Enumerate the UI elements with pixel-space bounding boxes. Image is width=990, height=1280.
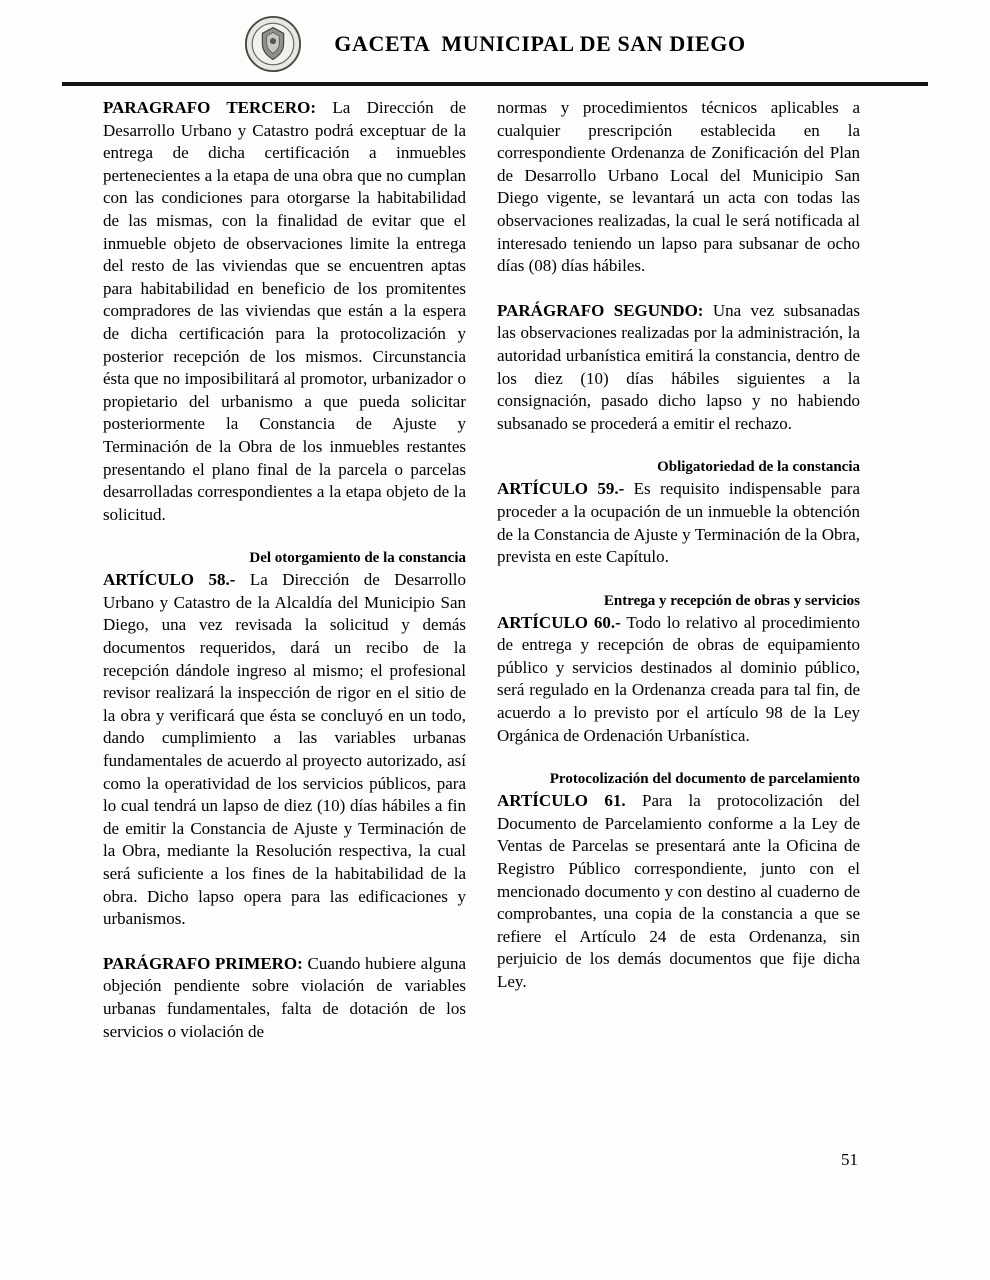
document-body bbox=[0, 86, 990, 1043]
left-column bbox=[103, 97, 466, 1043]
section-heading-entrega-recepcion: Entrega y recepción de obras y servicios bbox=[603, 592, 860, 609]
paragraph-text: La Dirección de Desarrollo Urbano y Catastro de la Alcaldía del Municipio San Diego, una vez revisada la solicitud y demás documentos requeridos, dará un recibo de la recepción dándole ingreso al mismo; el profesional revisor realizará la inspección de rigor en el sitio de la obra y verificará que ésta se concluyó en un todo, dando cumplimiento a las variables urbanas fundamentales de acuerdo al proyecto autorizado, así como la operatividad de los servicios públicos, para lo cual tendrá un lapso de diez (10) días hábiles a fin de emitir la Constancia de Ajuste y Terminación de la Obra, mediante la Resolución respectiva, la cual será suficiente a los fines de la habitabilidad de la obra. Dicho lapso opera para las edificaciones y urbanismos. bbox=[103, 570, 467, 929]
paragraph-text: La Dirección de Desarrollo Urbano y Catastro podrá exceptuar de la entrega de dicha certificación a inmuebles pertenecientes a la etapa de una obra que no cumplan con las condiciones para otorgarse la habitabilidad de las mismas, con la finalidad de evitar que el inmueble objeto de observaciones limite la entrega del resto de las viviendas que se encuentren aptas para habitabilidad en beneficio de los promitentes compradores de las viviendas que están a la espera de dicha certificación para la protocolización y posterior recepción de los mismos. Circunstancia ésta que no imposibilitará al promotor, urbanizador o propietario del urbanismo a que pueda solicitar posteriormente la Constancia de Ajuste y Terminación de la Obra de los inmuebles restantes presentando el plano final de la parcela o parcelas desarrolladas correspondientes a la etapa objeto de la solicitud. bbox=[103, 98, 467, 524]
paragraph-text: Todo lo relativo al procedimiento de entrega y recepción de obras de equipamiento público y servicios destinados al dominio público, será regulado en la Ordenanza creada para tal fin, de acuerdo a lo previsto por el artículo 98 de la Ley Orgánica de Ordenación Urbanística. bbox=[497, 612, 860, 745]
page-number: 51 bbox=[841, 1150, 858, 1169]
section-heading-otorgamiento: Del otorgamiento de la constancia bbox=[249, 550, 466, 567]
paragraph-paragrafo-segundo bbox=[497, 300, 860, 436]
gazette-header bbox=[0, 0, 990, 76]
paragraph-text: Cuando hubiere alguna objeción pendiente sobre violación de variables urbanas fundamentales, falta de dotación de los servicios o violación de bbox=[103, 953, 466, 1041]
paragraph-text: normas y procedimientos técnicos aplicables a cualquier prescripción establecida en la correspondiente Ordenanza de Zonificación del Plan de Desarrollo Urbano Local del Municipio San Diego vigente, se levantará un acta con todas las observaciones realizadas, la cual le será notificada al interesado teniendo un lapso para subsanar de ocho días (08) días hábiles. bbox=[497, 98, 860, 276]
paragraph-lead: ARTÍCULO 58.- bbox=[103, 570, 236, 590]
paragraph-text: Para la protocolización del Documento de Parcelamiento conforme a la Ley de Ventas de Parcelas se presentará ante la Oficina de Registro Público correspondiente, junto con el mencionado documento y con destino al cuaderno de comprobantes, una copia de la constancia a que se refiere el Artículo 24 de esta Ordenanza, sin perjuicio de los demás documentos que fije dicha Ley. bbox=[497, 791, 861, 991]
paragraph-articulo-58 bbox=[103, 569, 466, 931]
gazette-title: GACETA MUNICIPAL DE SAN DIEGO bbox=[334, 31, 746, 56]
paragraph-articulo-60 bbox=[497, 612, 860, 748]
paragraph-lead: ARTÍCULO 60.- bbox=[497, 612, 621, 632]
paragraph-articulo-59 bbox=[497, 478, 860, 568]
paragraph-lead: PARÁGRAFO PRIMERO: bbox=[103, 953, 303, 973]
paragraph-paragrafo-primero bbox=[103, 953, 466, 1043]
paragraph-articulo-61 bbox=[497, 790, 860, 993]
paragraph-lead: ARTÍCULO 61. bbox=[497, 791, 626, 811]
paragraph-continuation bbox=[497, 97, 860, 278]
paragraph-paragrafo-tercero bbox=[103, 97, 466, 526]
paragraph-lead: PARAGRAFO TERCERO: bbox=[103, 98, 317, 117]
paragraph-text: Es requisito indispensable para proceder a la ocupación de un inmueble la obtención de la Constancia de Ajuste y Terminación de la Obra, prevista en este Capítulo. bbox=[497, 479, 861, 567]
paragraph-lead: PARÁGRAFO SEGUNDO: bbox=[497, 300, 704, 320]
municipal-seal-icon bbox=[244, 15, 302, 73]
section-heading-obligatoriedad: Obligatoriedad de la constancia bbox=[657, 459, 860, 476]
section-heading-protocolizacion: Protocolización del documento de parcelamiento bbox=[549, 771, 860, 788]
paragraph-lead: ARTÍCULO 59.- bbox=[497, 479, 625, 499]
right-column bbox=[497, 97, 860, 1043]
paragraph-text: Una vez subsanadas las observaciones realizadas por la administración, la autoridad urbanística emitirá la constancia, dentro de los diez (10) días hábiles siguientes a la consignación, pasado dicho lapso y no habiendo subsanado se procederá a emitir el rechazo. bbox=[497, 300, 860, 433]
